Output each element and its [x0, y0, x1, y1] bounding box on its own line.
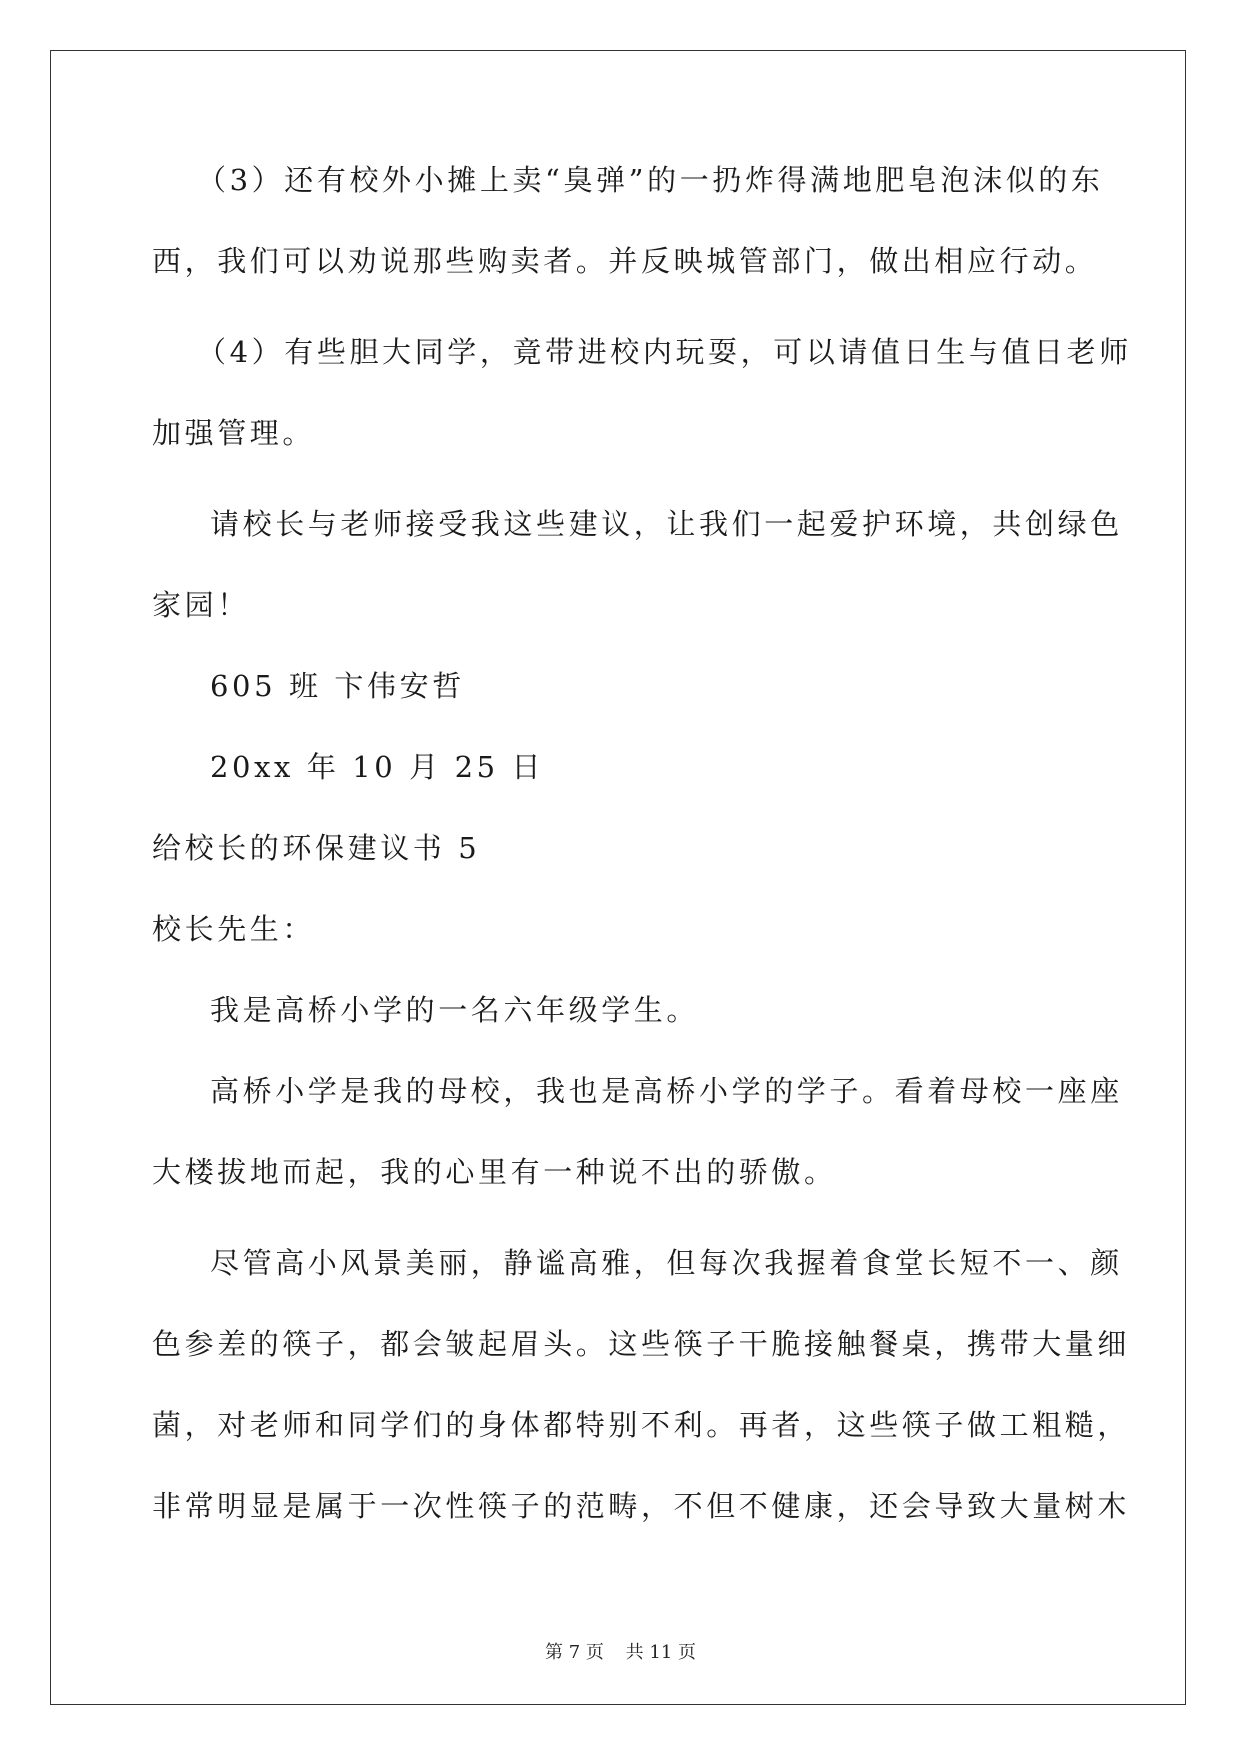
paragraph-line: 我是高桥小学的一名六年级学生。: [210, 993, 700, 1027]
paragraph-line: 大楼拔地而起，我的心里有一种说不出的骄傲。: [152, 1155, 837, 1189]
page-border: [50, 50, 1186, 1705]
paragraph-line: 色参差的筷子，都会皱起眉头。这些筷子干脆接触餐桌，携带大量细: [152, 1327, 1131, 1361]
page-total: 共 11 页: [625, 1642, 696, 1663]
paragraph-line: 非常明显是属于一次性筷子的范畴，不但不健康，还会导致大量树木: [152, 1489, 1131, 1523]
paragraph-line: 尽管高小风景美丽，静谧高雅，但每次我握着食堂长短不一、颜: [210, 1246, 1123, 1280]
page-number: 第 7 页: [545, 1642, 604, 1663]
paragraph-line: 加强管理。: [152, 416, 316, 450]
page-footer: [0, 1638, 1241, 1664]
signature-class-name: 605 班 卞伟安哲: [210, 669, 465, 703]
salutation: 校长先生：: [152, 912, 316, 946]
paragraph-line: （3）还有校外小摊上卖“臭弹”的一扔炸得满地肥皂泡沫似的东: [197, 163, 1104, 197]
paragraph-line: （4）有些胆大同学，竟带进校内玩耍，可以请值日生与值日老师: [197, 335, 1132, 369]
paragraph-line: 菌，对老师和同学们的身体都特别不利。再者，这些筷子做工粗糙，: [152, 1408, 1131, 1442]
paragraph-line: 高桥小学是我的母校，我也是高桥小学的学子。看着母校一座座: [210, 1074, 1123, 1108]
paragraph-line: 西，我们可以劝说那些购卖者。并反映城管部门，做出相应行动。: [152, 244, 1098, 278]
paragraph-line: 请校长与老师接受我这些建议，让我们一起爱护环境，共创绿色: [210, 507, 1123, 541]
section-title: 给校长的环保建议书 5: [152, 831, 481, 865]
paragraph-line: 家园！: [152, 588, 250, 622]
signature-date: 20xx 年 10 月 25 日: [210, 750, 545, 784]
